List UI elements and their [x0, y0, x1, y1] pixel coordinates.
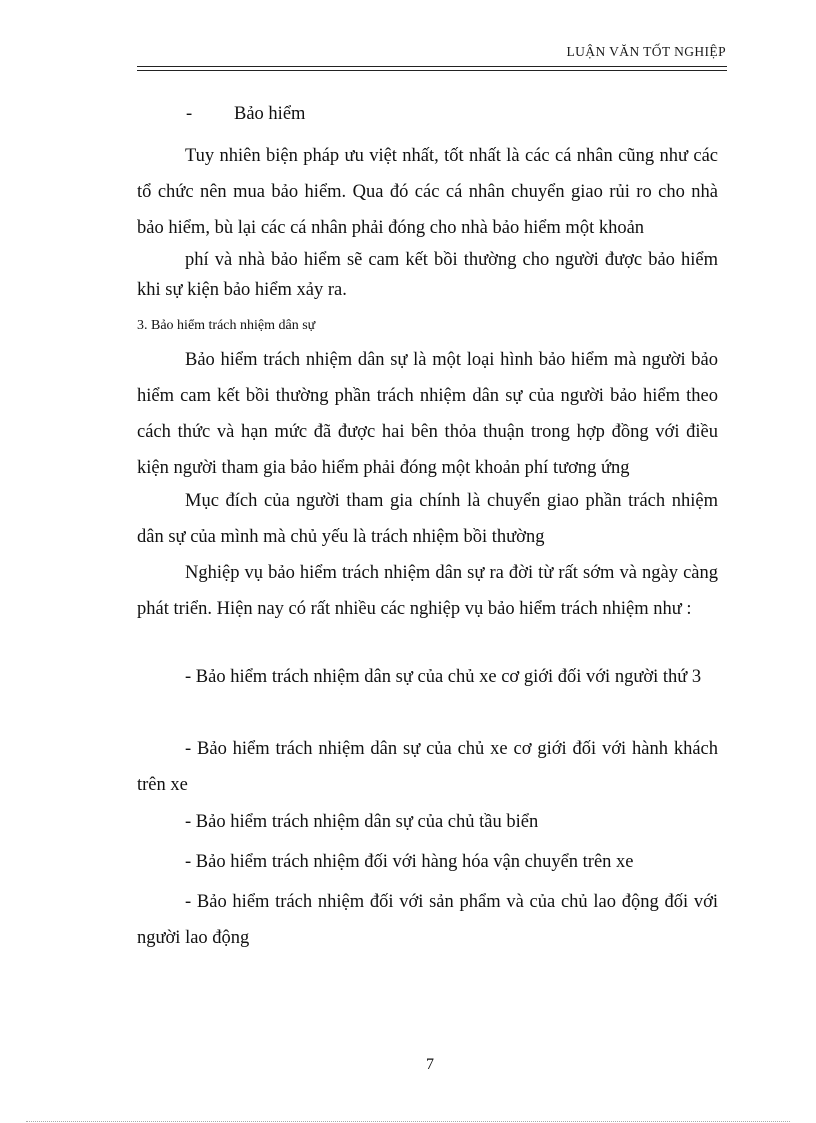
list-item-text: - Bảo hiểm trách nhiệm dân sự của chủ xe cơ giới đối với người thứ 3 — [185, 667, 702, 687]
paragraph-text-line-2: khi sự kiện bảo hiểm xảy ra. — [137, 280, 347, 300]
list-item — [137, 804, 718, 840]
bullet-label: Bảo hiểm — [234, 104, 306, 124]
paragraph-3 — [137, 342, 718, 486]
header-double-rule — [137, 66, 727, 71]
paragraph-text: Mục đích của người tham gia chính là chuyển giao phần trách nhiệm dân sự của mình mà chủ yếu là trách nhiệm bồi thường — [137, 491, 718, 547]
page-bottom-dotted-border — [26, 1121, 790, 1122]
page-number: 7 — [426, 1056, 434, 1073]
list-item — [137, 731, 718, 803]
running-header-title: LUẬN VĂN TỐT NGHIỆP — [566, 44, 726, 59]
list-item — [137, 844, 718, 880]
list-item-text: - Bảo hiểm trách nhiệm đối với sản phẩm và của chủ lao động đối với người lao động — [137, 892, 718, 948]
paragraph-5 — [137, 555, 718, 627]
paragraph-4 — [137, 483, 718, 555]
paragraph-text: Tuy nhiên biện pháp ưu việt nhất, tốt nhất là các cá nhân cũng như các tổ chức nên mua bảo hiểm. Qua đó các cá nhân chuyển giao rủi ro cho nhà bảo hiểm, bù lại các cá nhân phải đóng cho nhà bảo hiểm một khoản — [137, 146, 718, 238]
paragraph-text-line-1: phí và nhà bảo hiểm sẽ cam kết bồi thường cho người được bảo hiểm — [185, 250, 718, 270]
bullet-dash: - — [186, 104, 193, 124]
list-item-text: - Bảo hiểm trách nhiệm dân sự của chủ xe cơ giới đối với hành khách trên xe — [137, 739, 718, 795]
paragraph-1 — [137, 138, 718, 246]
list-item — [137, 884, 718, 956]
paragraph-2 — [137, 242, 718, 308]
list-item-text: - Bảo hiểm trách nhiệm dân sự của chủ tầu biển — [185, 812, 539, 832]
section-heading: 3. Bảo hiểm trách nhiệm dân sự — [137, 318, 316, 333]
paragraph-text: Nghiệp vụ bảo hiểm trách nhiệm dân sự ra đời từ rất sớm và ngày càng phát triển. Hiện nay có rất nhiều các nghiệp vụ bảo hiểm trách nhiệm như : — [137, 563, 718, 619]
paragraph-text: Bảo hiểm trách nhiệm dân sự là một loại hình bảo hiểm mà người bảo hiểm cam kết bồi thường phần trách nhiệm dân sự của người bảo hiểm theo cách thức và hạn mức đã được hai bên thỏa thuận trong hợp đồng với điều kiện người tham gia bảo hiểm phải đóng một khoản phí tương ứng — [137, 350, 718, 478]
list-item — [137, 659, 718, 695]
list-item-text: - Bảo hiểm trách nhiệm đối với hàng hóa vận chuyển trên xe — [185, 852, 634, 872]
